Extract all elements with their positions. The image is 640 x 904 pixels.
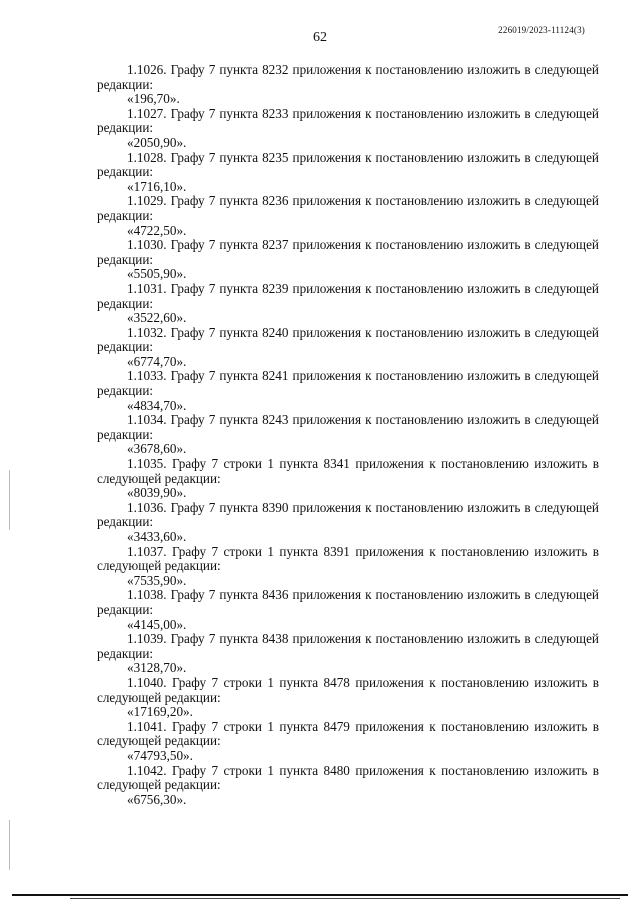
amendment-value: «17169,20». xyxy=(127,704,193,720)
amendment-text: 1.1039. Графу 7 пункта 8438 приложения к постановлению изложить в следующей редакции: xyxy=(97,631,599,661)
amendment-value: «6774,70». xyxy=(127,353,187,369)
amendment-item xyxy=(97,764,599,808)
amendment-text: 1.1031. Графу 7 пункта 8239 приложения к постановлению изложить в следующей редакции: xyxy=(97,280,599,311)
document-body xyxy=(97,63,599,807)
amendment-value: «3522,60». xyxy=(127,310,187,326)
amendment-item xyxy=(97,501,599,545)
amendment-item xyxy=(97,413,599,457)
amendment-value: «4834,70». xyxy=(127,397,187,413)
amendment-text: 1.1035. Графу 7 строки 1 пункта 8341 приложения к постановлению изложить в следующей редакции: xyxy=(97,456,599,486)
amendment-text: 1.1033. Графу 7 пункта 8241 приложения к постановлению изложить в следующей редакции: xyxy=(97,368,599,399)
amendment-item xyxy=(97,63,599,107)
amendment-item xyxy=(97,194,599,238)
amendment-item xyxy=(97,632,599,676)
amendment-item xyxy=(97,238,599,282)
amendment-text: 1.1026. Графу 7 пункта 8232 приложения к постановлению изложить в следующей редакции: xyxy=(97,62,599,92)
amendment-value: «6756,30». xyxy=(127,791,187,807)
amendment-value: «74793,50». xyxy=(127,747,193,763)
amendment-value: «5505,90». xyxy=(127,266,187,282)
document-id: 226019/2023-11124(3) xyxy=(498,25,585,35)
scan-artifact xyxy=(9,820,10,870)
amendment-item xyxy=(97,107,599,151)
amendment-value: «4722,50». xyxy=(127,222,187,238)
amendment-text: 1.1028. Графу 7 пункта 8235 приложения к постановлению изложить в следующей редакции: xyxy=(97,149,599,180)
amendment-text: 1.1037. Графу 7 строки 1 пункта 8391 приложения к постановлению изложить в следующей редакции: xyxy=(97,543,599,574)
amendment-value: «3678,60». xyxy=(127,441,187,457)
amendment-value: «3128,70». xyxy=(127,660,187,676)
amendment-item xyxy=(97,369,599,413)
amendment-text: 1.1040. Графу 7 строки 1 пункта 8478 приложения к постановлению изложить в следующей редакции: xyxy=(97,674,599,705)
amendment-value: «2050,90». xyxy=(127,134,187,150)
amendment-value: «4145,00». xyxy=(127,616,187,632)
page-number: 62 xyxy=(313,30,327,45)
amendment-value: «1716,10». xyxy=(127,178,187,194)
amendment-item xyxy=(97,326,599,370)
amendment-value: «8039,90». xyxy=(127,485,187,501)
amendment-value: «3433,60». xyxy=(127,529,187,544)
amendment-item xyxy=(97,545,599,589)
amendment-item xyxy=(97,457,599,501)
amendment-text: 1.1034. Графу 7 пункта 8243 приложения к постановлению изложить в следующей редакции: xyxy=(97,412,599,442)
amendment-text: 1.1038. Графу 7 пункта 8436 приложения к постановлению изложить в следующей редакции: xyxy=(97,587,599,617)
amendment-text: 1.1036. Графу 7 пункта 8390 приложения к постановлению изложить в следующей редакции: xyxy=(97,499,599,530)
scan-artifact xyxy=(9,470,10,530)
amendment-item xyxy=(97,151,599,195)
bottom-rule xyxy=(70,898,620,899)
amendment-text: 1.1042. Графу 7 строки 1 пункта 8480 приложения к постановлению изложить в следующей редакции: xyxy=(97,762,599,793)
amendment-item xyxy=(97,588,599,632)
amendment-text: 1.1041. Графу 7 строки 1 пункта 8479 приложения к постановлению изложить в следующей редакции: xyxy=(97,718,599,749)
amendment-text: 1.1030. Графу 7 пункта 8237 приложения к постановлению изложить в следующей редакции: xyxy=(97,237,599,267)
amendment-text: 1.1027. Графу 7 пункта 8233 приложения к постановлению изложить в следующей редакции: xyxy=(97,105,599,136)
amendment-text: 1.1029. Графу 7 пункта 8236 приложения к постановлению изложить в следующей редакции: xyxy=(97,193,599,223)
amendment-item xyxy=(97,720,599,764)
amendment-value: «196,70». xyxy=(127,91,180,107)
amendment-item xyxy=(97,676,599,720)
amendment-item xyxy=(97,282,599,326)
amendment-text: 1.1032. Графу 7 пункта 8240 приложения к постановлению изложить в следующей редакции: xyxy=(97,324,599,355)
amendment-value: «7535,90». xyxy=(127,572,187,588)
bottom-rule xyxy=(12,894,628,896)
